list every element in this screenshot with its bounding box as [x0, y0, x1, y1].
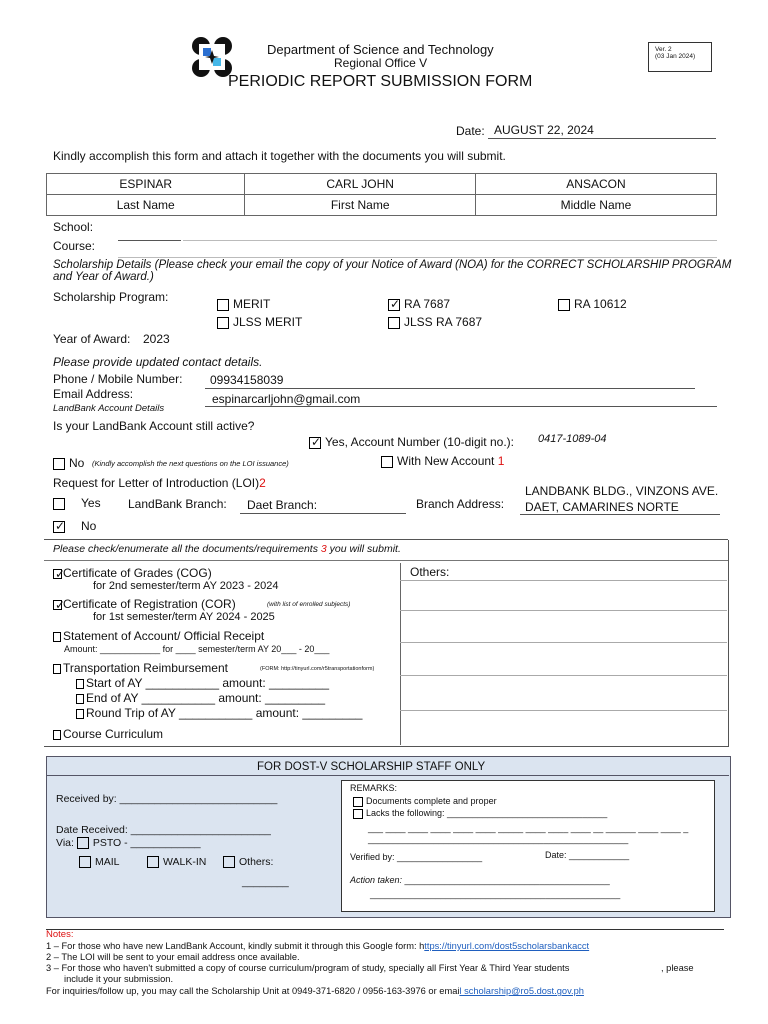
checkbox-transport-start[interactable] [76, 679, 84, 689]
doc-transport-label: Transportation Reimbursement [63, 661, 228, 675]
loi-no-label: No [81, 519, 97, 533]
checkbox-mail[interactable] [79, 856, 91, 868]
branch-address-line2[interactable]: DAET, CAMARINES NORTE [525, 500, 679, 514]
landbank-no-option[interactable] [53, 456, 84, 470]
checkbox-ra7687-checked[interactable] [388, 299, 400, 311]
new-account-label: With New Account [397, 454, 495, 468]
doc-cog[interactable] [53, 566, 212, 580]
remark-lacks[interactable] [353, 808, 607, 819]
staff-date-field[interactable]: Date: ____________ [545, 850, 630, 860]
via-option-mail[interactable] [79, 856, 120, 868]
program-jlss-merit-label: JLSS MERIT [233, 315, 303, 329]
scholarship-program-label: Scholarship Program: [53, 290, 169, 304]
loi-yes-option[interactable] [53, 496, 101, 510]
action-taken-label: Action taken: [350, 875, 403, 885]
phone-field[interactable]: 09934158039 [210, 373, 284, 387]
doc-transport-start[interactable] [76, 676, 329, 690]
lacks-line-3[interactable]: ____________________________________________________ [368, 834, 629, 844]
program-ra10612-label: RA 10612 [574, 297, 627, 311]
program-ra10612[interactable] [558, 297, 627, 311]
dept-name: Department of Science and Technology [267, 42, 494, 57]
date-received-field[interactable]: Date Received: ________________________ [56, 824, 271, 836]
name-table [46, 173, 717, 216]
phone-label: Phone / Mobile Number: [53, 372, 183, 386]
doc-soa-sub: Amount: ____________ for ____ semester/term AY 20___ - 20___ [64, 644, 330, 654]
branch-field[interactable]: Daet Branch: [247, 498, 318, 512]
program-merit[interactable] [217, 297, 270, 311]
checkbox-yes-account-checked[interactable] [309, 437, 321, 449]
date-field[interactable]: AUGUST 22, 2024 [494, 123, 594, 137]
footnote-ref-3: 3 [320, 543, 327, 555]
checkbox-psto[interactable] [77, 837, 89, 849]
action-taken-line: _________________________________________ [404, 875, 610, 885]
year-award-label: Year of Award: [53, 332, 131, 346]
docs-complete-label: Documents complete and proper [366, 796, 497, 806]
note-1 [46, 941, 589, 951]
note-2: 2 – The LOI will be sent to your email address once available. [46, 952, 300, 962]
doc-transport-end-label: End of AY ___________ amount: _________ [86, 691, 326, 705]
doc-soa[interactable] [53, 629, 264, 643]
branch-label: LandBank Branch: [128, 497, 227, 511]
checkbox-cor-checked[interactable] [53, 600, 62, 610]
branch-address-label: Branch Address: [416, 497, 505, 511]
doc-cog-label: Certificate of Grades (COG) [63, 566, 212, 580]
checkbox-jlss-merit[interactable] [217, 317, 229, 329]
checkbox-walkin[interactable] [147, 856, 159, 868]
via-others-field[interactable]: ________ [242, 876, 289, 888]
action-taken-line-2[interactable]: __________________________________________________ [370, 889, 621, 899]
course-label: Course: [53, 239, 96, 253]
lacks-label: Lacks the following: ________________________________ [366, 808, 608, 818]
program-jlss-ra7687-label: JLSS RA 7687 [404, 315, 483, 329]
documents-note-a: Please check/enumerate all the documents/requirements [53, 543, 318, 555]
doc-transport-form[interactable]: (FORM: http://tinyurl.com/r5transportationform) [260, 666, 375, 672]
checkbox-new-account[interactable] [381, 456, 393, 468]
loi-label-text: Request for Letter of Introduction (LOI) [53, 476, 260, 490]
doc-cor[interactable] [53, 597, 236, 611]
checkbox-cog-checked[interactable] [53, 569, 62, 579]
loi-label [53, 476, 266, 490]
yes-account-label: Yes, Account Number (10-digit no.): [325, 435, 514, 449]
notes-title: Notes: [46, 929, 74, 940]
checkbox-transport-end[interactable] [76, 694, 84, 704]
program-ra7687[interactable] [388, 297, 450, 311]
first-name-field[interactable]: CARL JOHN [245, 174, 476, 195]
version-box [648, 42, 712, 72]
staff-section-title: FOR DOST-V SCHOLARSHIP STAFF ONLY [257, 761, 486, 773]
contact-note: Please provide updated contact details. [53, 355, 263, 369]
email-field[interactable]: espinarcarljohn@gmail.com [212, 392, 361, 406]
checkbox-via-others[interactable] [223, 856, 235, 868]
action-taken-field[interactable] [350, 875, 610, 885]
branch-address-line1[interactable]: LANDBANK BLDG., VINZONS AVE. [525, 484, 719, 498]
doc-curriculum[interactable] [53, 727, 163, 741]
checkbox-ra10612[interactable] [558, 299, 570, 311]
loi-no-option[interactable] [53, 519, 96, 533]
scholarship-email-link[interactable]: l scholarship@ro5.dost.gov.ph [459, 986, 584, 996]
program-ra7687-label: RA 7687 [404, 297, 451, 311]
checkbox-merit[interactable] [217, 299, 229, 311]
first-name-label: First Name [245, 195, 476, 216]
checkbox-transport[interactable] [53, 664, 61, 674]
course-field[interactable] [118, 257, 717, 258]
landbank-details-label: LandBank Account Details [53, 403, 165, 414]
program-jlss-ra7687[interactable] [388, 315, 482, 329]
mail-label: MAIL [95, 856, 120, 868]
doc-transport-round-label: Round Trip of AY ___________ amount: _________ [86, 706, 363, 720]
doc-transport-round[interactable] [76, 706, 362, 720]
scholarship-details-note: Scholarship Details (Please check your email the copy of your Notice of Award (NOA) for the CORRECT SCHOLARSHIP PROGRAM and Year of Award.) [53, 259, 732, 283]
school-field[interactable] [183, 240, 717, 241]
no-account-label: No [69, 456, 85, 470]
footnote-ref-1: 1 [497, 454, 505, 468]
google-form-link[interactable]: ttps://tinyurl.com/dost5scholarsbankacct [424, 941, 590, 951]
checkbox-loi-no-checked[interactable] [53, 521, 65, 533]
doc-cor-label: Certificate of Registration (COR) [63, 597, 236, 611]
doc-cor-note: (with list of enrolled subjects) [267, 601, 351, 608]
year-award-field[interactable]: 2023 [143, 332, 170, 346]
note-3: 3 – For those who haven't submitted a copy of course curriculum/program of study, specially all First Year & Third Year students [46, 963, 570, 973]
documents-note-b: you will submit. [329, 543, 401, 555]
doc-soa-label: Statement of Account/ Official Receipt [63, 629, 265, 643]
walkin-label: WALK-IN [163, 856, 207, 868]
last-name-field[interactable]: ESPINAR [47, 174, 245, 195]
doc-cog-sub: for 2nd semester/term AY 2023 - 2024 [93, 580, 279, 592]
checkbox-soa[interactable] [53, 632, 61, 642]
date-label: Date: [456, 124, 485, 138]
program-jlss-merit[interactable] [217, 315, 302, 329]
doc-transport[interactable] [53, 661, 228, 675]
doc-cor-sub: for 1st semester/term AY 2024 - 2025 [93, 611, 275, 623]
no-account-note: (Kindly accomplish the next questions on the LOI issuance) [92, 459, 289, 468]
checkbox-loi-yes[interactable] [53, 498, 65, 510]
doc-transport-start-label: Start of AY ___________ amount: _________ [86, 676, 330, 690]
psto-label: PSTO - ____________ [92, 837, 201, 849]
landbank-yes-option[interactable] [309, 435, 514, 449]
checkbox-no-account[interactable] [53, 458, 65, 470]
via-option-others[interactable] [223, 856, 273, 868]
checkbox-docs-complete[interactable] [353, 797, 363, 807]
email-label: Email Address: [53, 387, 134, 401]
office-name: Regional Office V [334, 56, 428, 70]
remarks-label: REMARKS: [350, 783, 398, 793]
via-option-psto[interactable] [56, 837, 201, 849]
loi-yes-label: Yes [81, 496, 101, 510]
doc-transport-end[interactable] [76, 691, 325, 705]
note-1-text: 1 – For those who have new LandBank Account, kindly submit it through this Google form: h [46, 941, 425, 951]
note-3-end: , please [661, 963, 694, 973]
lacks-line-2[interactable]: ___ ____ ____ ____ ____ ____ _____ ____ ____ ____ __ ______ ____ ____ _ [368, 823, 689, 833]
version-text: Ver. 2 [655, 46, 672, 53]
new-account-option[interactable] [381, 454, 504, 468]
program-merit-label: MERIT [233, 297, 271, 311]
account-number-field[interactable]: 0417-1089-04 [538, 433, 607, 445]
form-title: PERIODIC REPORT SUBMISSION FORM [228, 73, 533, 90]
documents-note [53, 543, 401, 555]
instruction-text: Kindly accomplish this form and attach it together with the documents you will submit. [53, 149, 506, 163]
footnote-ref-2: 2 [259, 476, 266, 490]
note-inquiries-text: For inquiries/follow up, you may call the Scholarship Unit at 0949-371-6820 / 0956-163-3976 or emai [46, 986, 460, 996]
others-label: Others: [410, 565, 450, 579]
dost-logo [191, 36, 233, 78]
checkbox-jlss-ra7687[interactable] [388, 317, 400, 329]
via-label: Via: [56, 837, 74, 849]
note-3b: include it your submission. [64, 974, 174, 984]
school-label: School: [53, 220, 94, 234]
checkbox-lacks[interactable] [353, 809, 363, 819]
note-inquiries [46, 986, 584, 996]
received-by-field[interactable]: Received by: ___________________________ [56, 793, 278, 805]
version-date: (03 Jan 2024) [655, 53, 696, 60]
checkbox-transport-round[interactable] [76, 709, 84, 719]
landbank-question: Is your LandBank Account still active? [53, 419, 255, 433]
remark-docs-complete[interactable] [353, 796, 497, 807]
doc-curriculum-label: Course Curriculum [63, 727, 164, 741]
verified-by-field[interactable]: Verified by: _________________ [350, 852, 483, 862]
middle-name-field[interactable]: ANSACON [475, 174, 716, 195]
via-others-label: Others: [239, 856, 274, 868]
checkbox-curriculum[interactable] [53, 730, 61, 740]
last-name-label: Last Name [47, 195, 245, 216]
middle-name-label: Middle Name [475, 195, 716, 216]
via-option-walkin[interactable] [147, 856, 206, 868]
